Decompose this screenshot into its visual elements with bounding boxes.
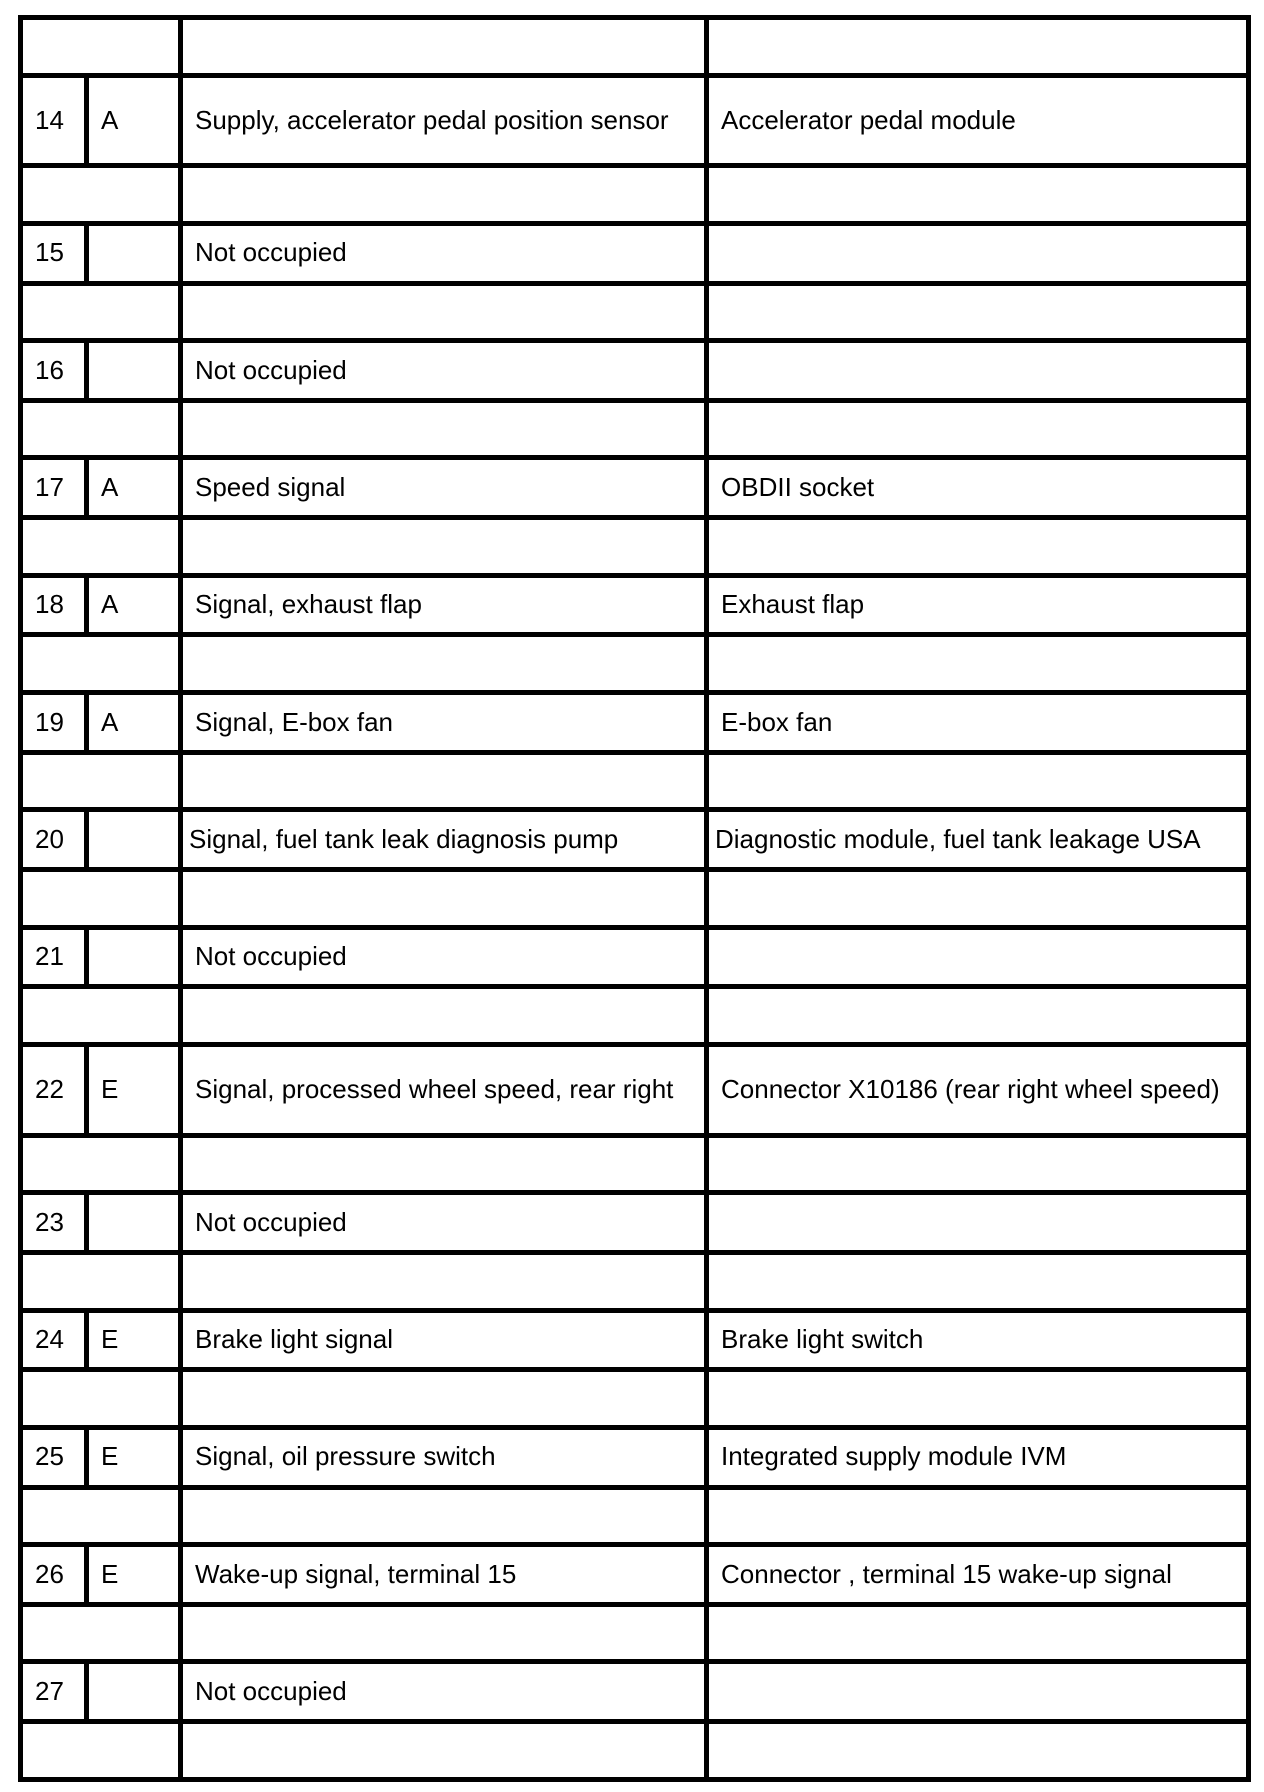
connector-cell: A [87, 575, 181, 635]
spacer-cell [707, 1604, 1249, 1662]
spacer-cell [181, 18, 707, 76]
table-row [21, 458, 1249, 518]
component-cell: Brake light switch [707, 1310, 1249, 1370]
spacer-cell [21, 1722, 181, 1780]
spacer-cell [21, 987, 181, 1045]
pin-number-cell: 18 [21, 575, 87, 635]
component-cell [707, 1193, 1249, 1253]
signal-description-cell: Signal, exhaust flap [181, 575, 707, 635]
pin-number-cell: 16 [21, 341, 87, 401]
pin-number-cell: 21 [21, 927, 87, 987]
spacer-cell [707, 1487, 1249, 1545]
spacer-cell [707, 518, 1249, 576]
spacer-cell [21, 1370, 181, 1428]
connector-cell: A [87, 458, 181, 518]
table-row [21, 223, 1249, 283]
table-row [21, 575, 1249, 635]
signal-description-cell: Speed signal [181, 458, 707, 518]
spacer-row [21, 18, 1249, 76]
spacer-cell [181, 1135, 707, 1193]
spacer-cell [21, 870, 181, 928]
spacer-cell [181, 518, 707, 576]
component-cell: Accelerator pedal module [707, 75, 1249, 166]
spacer-cell [21, 18, 181, 76]
spacer-cell [181, 1722, 707, 1780]
connector-cell [87, 341, 181, 401]
pin-number-cell: 14 [21, 75, 87, 166]
signal-description-cell: Not occupied [181, 341, 707, 401]
signal-description-cell: Supply, accelerator pedal position sensor [181, 75, 707, 166]
spacer-cell [707, 752, 1249, 810]
signal-description-cell: Brake light signal [181, 1310, 707, 1370]
table-row [21, 341, 1249, 401]
signal-description-cell: Signal, processed wheel speed, rear right [181, 1045, 707, 1136]
spacer-cell [181, 166, 707, 224]
spacer-cell [21, 1135, 181, 1193]
connector-cell [87, 223, 181, 283]
pin-assignment-table [18, 15, 1251, 1782]
connector-cell: E [87, 1310, 181, 1370]
spacer-row [21, 1135, 1249, 1193]
spacer-row [21, 635, 1249, 693]
spacer-cell [21, 752, 181, 810]
component-cell [707, 223, 1249, 283]
pin-number-cell: 17 [21, 458, 87, 518]
spacer-cell [707, 400, 1249, 458]
spacer-cell [707, 166, 1249, 224]
component-cell: OBDII socket [707, 458, 1249, 518]
spacer-row [21, 400, 1249, 458]
table-body [21, 18, 1249, 1780]
signal-description-cell: Not occupied [181, 223, 707, 283]
spacer-row [21, 1487, 1249, 1545]
component-cell [707, 927, 1249, 987]
connector-cell: A [87, 693, 181, 753]
spacer-cell [21, 635, 181, 693]
signal-description-cell: Signal, fuel tank leak diagnosis pump [181, 810, 707, 870]
spacer-row [21, 1252, 1249, 1310]
table-row [21, 1193, 1249, 1253]
table-row [21, 1427, 1249, 1487]
spacer-row [21, 752, 1249, 810]
table-row [21, 1662, 1249, 1722]
connector-cell: E [87, 1045, 181, 1136]
spacer-cell [181, 1487, 707, 1545]
spacer-cell [707, 1722, 1249, 1780]
component-cell [707, 341, 1249, 401]
connector-cell: E [87, 1545, 181, 1605]
spacer-cell [21, 400, 181, 458]
pin-number-cell: 27 [21, 1662, 87, 1722]
connector-cell [87, 1662, 181, 1722]
component-cell: E-box fan [707, 693, 1249, 753]
spacer-cell [181, 283, 707, 341]
spacer-cell [181, 1604, 707, 1662]
signal-description-cell: Not occupied [181, 927, 707, 987]
signal-description-cell: Signal, E-box fan [181, 693, 707, 753]
spacer-cell [181, 400, 707, 458]
connector-cell: E [87, 1427, 181, 1487]
spacer-row [21, 870, 1249, 928]
spacer-cell [707, 635, 1249, 693]
signal-description-cell: Not occupied [181, 1193, 707, 1253]
table-row [21, 693, 1249, 753]
spacer-cell [21, 283, 181, 341]
spacer-cell [181, 870, 707, 928]
spacer-cell [21, 1487, 181, 1545]
pin-number-cell: 25 [21, 1427, 87, 1487]
connector-cell [87, 810, 181, 870]
pin-number-cell: 20 [21, 810, 87, 870]
pin-number-cell: 23 [21, 1193, 87, 1253]
table-row [21, 810, 1249, 870]
spacer-cell [707, 1370, 1249, 1428]
spacer-cell [21, 166, 181, 224]
spacer-cell [181, 987, 707, 1045]
spacer-row [21, 1604, 1249, 1662]
component-cell: Integrated supply module IVM [707, 1427, 1249, 1487]
signal-description-cell: Signal, oil pressure switch [181, 1427, 707, 1487]
signal-description-cell: Not occupied [181, 1662, 707, 1722]
spacer-row [21, 166, 1249, 224]
spacer-cell [181, 1252, 707, 1310]
table-row [21, 75, 1249, 166]
spacer-cell [707, 283, 1249, 341]
component-cell: Connector X10186 (rear right wheel speed) [707, 1045, 1249, 1136]
spacer-row [21, 283, 1249, 341]
table-row [21, 927, 1249, 987]
spacer-row [21, 1370, 1249, 1428]
connector-cell: A [87, 75, 181, 166]
component-cell: Connector , terminal 15 wake-up signal [707, 1545, 1249, 1605]
pin-number-cell: 19 [21, 693, 87, 753]
signal-description-cell: Wake-up signal, terminal 15 [181, 1545, 707, 1605]
pin-number-cell: 26 [21, 1545, 87, 1605]
spacer-cell [21, 1252, 181, 1310]
spacer-cell [707, 987, 1249, 1045]
table-row [21, 1310, 1249, 1370]
spacer-row [21, 987, 1249, 1045]
pin-number-cell: 24 [21, 1310, 87, 1370]
spacer-row [21, 518, 1249, 576]
spacer-cell [181, 635, 707, 693]
component-cell: Exhaust flap [707, 575, 1249, 635]
pin-number-cell: 15 [21, 223, 87, 283]
table-row [21, 1045, 1249, 1136]
table-row [21, 1545, 1249, 1605]
pin-number-cell: 22 [21, 1045, 87, 1136]
component-cell: Diagnostic module, fuel tank leakage USA [707, 810, 1249, 870]
spacer-cell [21, 518, 181, 576]
connector-cell [87, 1193, 181, 1253]
component-cell [707, 1662, 1249, 1722]
spacer-cell [707, 870, 1249, 928]
spacer-cell [21, 1604, 181, 1662]
spacer-cell [181, 752, 707, 810]
spacer-cell [181, 1370, 707, 1428]
connector-cell [87, 927, 181, 987]
spacer-cell [707, 1252, 1249, 1310]
spacer-cell [707, 18, 1249, 76]
spacer-cell [707, 1135, 1249, 1193]
spacer-row [21, 1722, 1249, 1780]
